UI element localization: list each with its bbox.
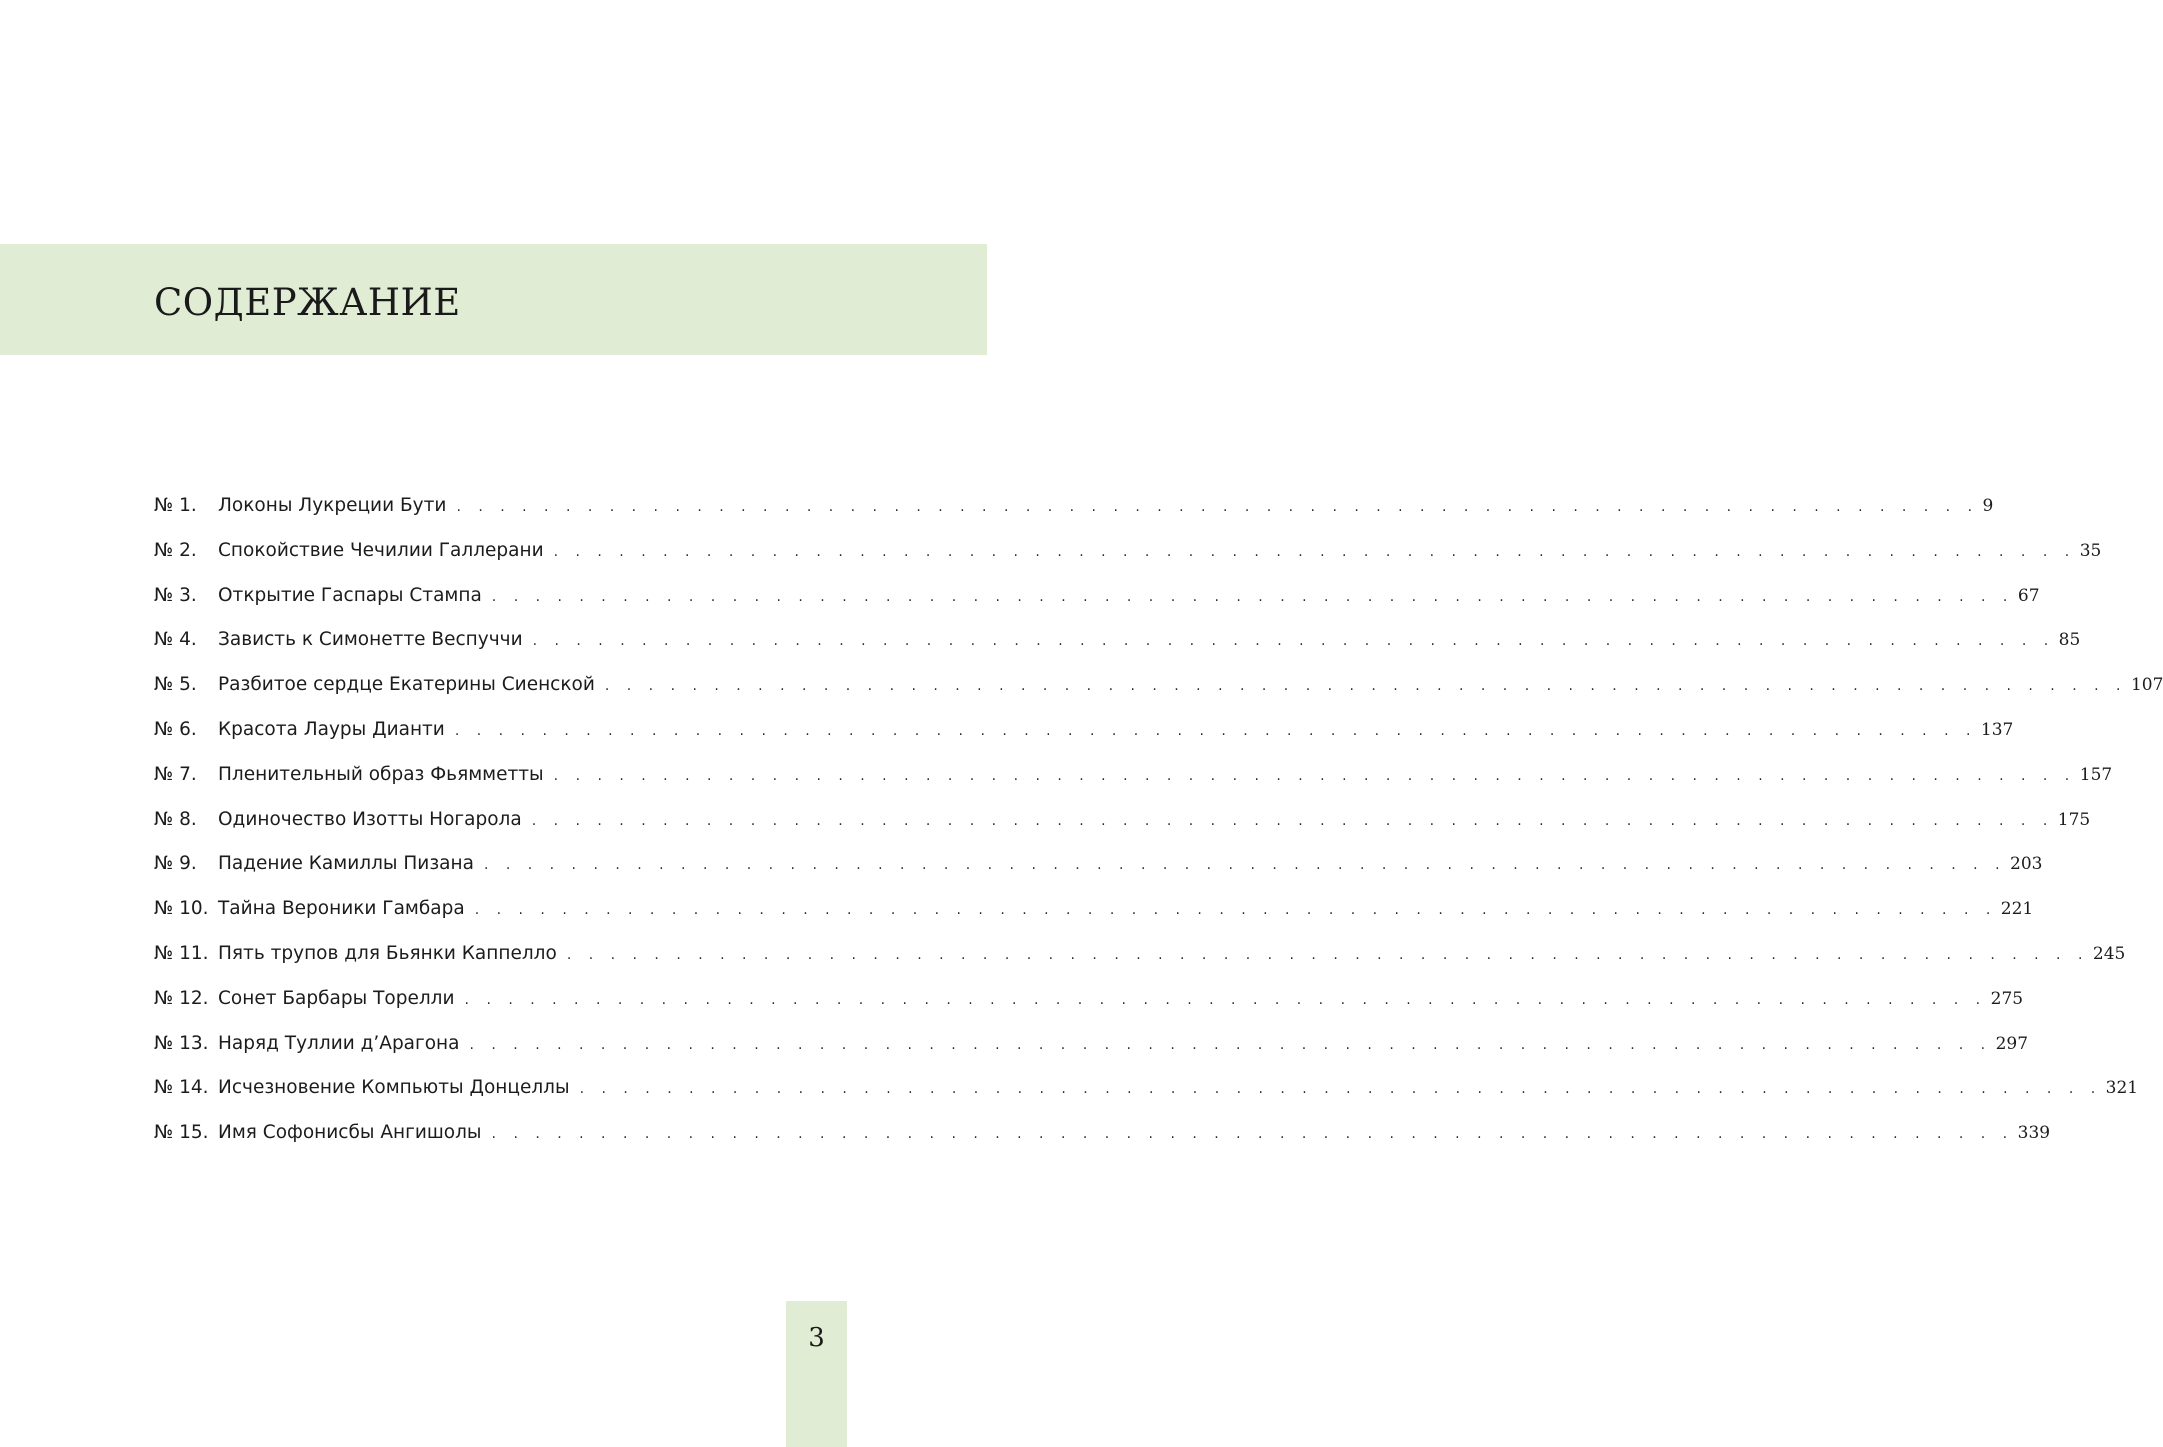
toc-entry-number: № 14. — [154, 1077, 209, 1099]
toc-entry-title: Имя Софонисбы Ангишолы — [218, 1122, 482, 1144]
toc-entry[interactable] — [154, 887, 2034, 932]
toc-entry-title: Падение Камиллы Пизана — [218, 853, 474, 875]
toc-dot-leader: . . . . . . . . . . . . . . . . . . . . . . . . . . . . . . . . . . . . . . . . . . . . . . . . . . . . . . . . . . . . . . . . . . . . . . — [454, 722, 1977, 739]
toc-entry-number: № 8. — [154, 808, 197, 830]
toc-entry-number: № 10. — [154, 898, 209, 920]
toc-entry-number: № 6. — [154, 718, 197, 740]
toc-entry-page: 35 — [2079, 540, 2102, 561]
toc-entry-number: № 2. — [154, 539, 197, 561]
title-band — [0, 244, 987, 355]
toc-entry-number: № 3. — [154, 584, 197, 606]
toc-entry-page: 275 — [1990, 988, 2024, 1009]
toc-entry-page: 175 — [2057, 809, 2091, 830]
toc-entry[interactable] — [154, 529, 2102, 574]
toc-dot-leader: . . . . . . . . . . . . . . . . . . . . . . . . . . . . . . . . . . . . . . . . . . . . . . . . . . . . . . . . . . . . . . . . . . . . . . — [604, 678, 2127, 695]
toc-entry-title: Спокойствие Чечилии Галлерани — [218, 539, 544, 561]
toc-entry[interactable] — [154, 1111, 2051, 1156]
toc-entry-title: Открытие Гаспары Стампа — [218, 584, 482, 606]
toc-entry[interactable] — [154, 798, 2091, 843]
toc-dot-leader: . . . . . . . . . . . . . . . . . . . . . . . . . . . . . . . . . . . . . . . . . . . . . . . . . . . . . . . . . . . . . . . . . . . . . . — [469, 1036, 1992, 1053]
toc-entry[interactable] — [154, 663, 2163, 708]
toc-entry-page: 67 — [2017, 585, 2040, 606]
toc-entry-title: Локоны Лукреции Бути — [218, 495, 447, 516]
toc-dot-leader: . . . . . . . . . . . . . . . . . . . . . . . . . . . . . . . . . . . . . . . . . . . . . . . . . . . . . . . . . . . . . . . . . . . . . . — [491, 1126, 2014, 1143]
toc-dot-leader: . . . . . . . . . . . . . . . . . . . . . . . . . . . . . . . . . . . . . . . . . . . . . . . . . . . . . . . . . . . . . . . . . . . . . . — [456, 499, 1979, 515]
toc-entry-page: 107 — [2130, 675, 2163, 696]
toc-entry-number: № 15. — [154, 1122, 209, 1144]
toc-entry[interactable] — [154, 708, 2014, 753]
toc-entry-page: 157 — [2079, 764, 2113, 785]
toc-entry-number: № 11. — [154, 942, 209, 964]
toc-entry-page: 137 — [1980, 719, 2014, 740]
toc-entry-page: 221 — [2000, 899, 2034, 920]
toc-entry-number: № 7. — [154, 763, 197, 785]
toc-entry-title: Пять трупов для Бьянки Каппелло — [218, 942, 557, 964]
toc-entry-page: 245 — [2092, 943, 2126, 964]
toc-entry-title: Наряд Туллии д’Арагона — [218, 1032, 460, 1054]
toc-entry-number: № 1. — [154, 495, 197, 516]
toc-entry[interactable] — [154, 1022, 2029, 1067]
toc-dot-leader: . . . . . . . . . . . . . . . . . . . . . . . . . . . . . . . . . . . . . . . . . . . . . . . . . . . . . . . . . . . . . . . . . . . . . . — [474, 902, 1997, 919]
toc-entry-title: Тайна Вероники Гамбара — [218, 898, 465, 920]
toc-dot-leader: . . . . . . . . . . . . . . . . . . . . . . . . . . . . . . . . . . . . . . . . . . . . . . . . . . . . . . . . . . . . . . . . . . . . . . — [464, 991, 1987, 1008]
toc-dot-leader: . . . . . . . . . . . . . . . . . . . . . . . . . . . . . . . . . . . . . . . . . . . . . . . . . . . . . . . . . . . . . . . . . . . . . . — [566, 946, 2089, 963]
toc-entry[interactable] — [154, 842, 2043, 887]
toc-entry-page: 297 — [1995, 1033, 2029, 1054]
toc-entry[interactable] — [154, 574, 2040, 619]
toc-entry-title: Красота Лауры Дианти — [218, 718, 445, 740]
toc-entry-title: Одиночество Изотты Ногарола — [218, 808, 522, 830]
toc-entry-number: № 13. — [154, 1032, 209, 1054]
toc-dot-leader: . . . . . . . . . . . . . . . . . . . . . . . . . . . . . . . . . . . . . . . . . . . . . . . . . . . . . . . . . . . . . . . . . . . . . . — [532, 633, 2055, 650]
toc-dot-leader: . . . . . . . . . . . . . . . . . . . . . . . . . . . . . . . . . . . . . . . . . . . . . . . . . . . . . . . . . . . . . . . . . . . . . . — [483, 857, 2007, 874]
toc-entry[interactable] — [154, 977, 2024, 1022]
toc-entry-number: № 5. — [154, 674, 197, 696]
toc-entry-number: № 4. — [154, 629, 197, 651]
toc-entry-title: Исчезновение Компьюты Донцеллы — [218, 1077, 570, 1099]
page-title: СОДЕРЖАНИЕ — [154, 281, 461, 324]
toc-entry-page: 85 — [2058, 630, 2081, 651]
toc-dot-leader: . . . . . . . . . . . . . . . . . . . . . . . . . . . . . . . . . . . . . . . . . . . . . . . . . . . . . . . . . . . . . . . . . . . . . . — [553, 543, 2076, 560]
toc-dot-leader: . . . . . . . . . . . . . . . . . . . . . . . . . . . . . . . . . . . . . . . . . . . . . . . . . . . . . . . . . . . . . . . . . . . . . . — [579, 1081, 2102, 1098]
toc-dot-leader: . . . . . . . . . . . . . . . . . . . . . . . . . . . . . . . . . . . . . . . . . . . . . . . . . . . . . . . . . . . . . . . . . . . . . . — [531, 812, 2054, 829]
toc-entry-page: 321 — [2105, 1078, 2139, 1099]
toc-entry-title: Разбитое сердце Екатерины Сиенской — [218, 674, 595, 696]
page-number: 3 — [808, 1323, 825, 1353]
toc-entry-page: 339 — [2017, 1123, 2051, 1144]
toc-entry[interactable] — [154, 618, 2081, 663]
toc-entry-number: № 9. — [154, 853, 197, 875]
toc-entry-number: № 12. — [154, 987, 209, 1009]
toc-dot-leader: . . . . . . . . . . . . . . . . . . . . . . . . . . . . . . . . . . . . . . . . . . . . . . . . . . . . . . . . . . . . . . . . . . . . . . — [491, 588, 2014, 605]
toc-dot-leader: . . . . . . . . . . . . . . . . . . . . . . . . . . . . . . . . . . . . . . . . . . . . . . . . . . . . . . . . . . . . . . . . . . . . . . — [553, 767, 2076, 784]
toc-entry[interactable] — [154, 484, 1994, 529]
toc-entry[interactable] — [154, 753, 2113, 798]
toc-entry[interactable] — [154, 1066, 2139, 1111]
toc-entry-page: 9 — [1982, 496, 1994, 516]
toc-entry-page: 203 — [2010, 854, 2043, 875]
toc-entry[interactable] — [154, 932, 2126, 977]
toc-entry-title: Зависть к Симонетте Веспуччи — [218, 629, 523, 651]
toc-entry-title: Пленительный образ Фьямметты — [218, 763, 544, 785]
table-of-contents — [154, 484, 2163, 1156]
toc-entry-title: Сонет Барбары Торелли — [218, 987, 455, 1009]
page-number-tab — [786, 1301, 847, 1447]
